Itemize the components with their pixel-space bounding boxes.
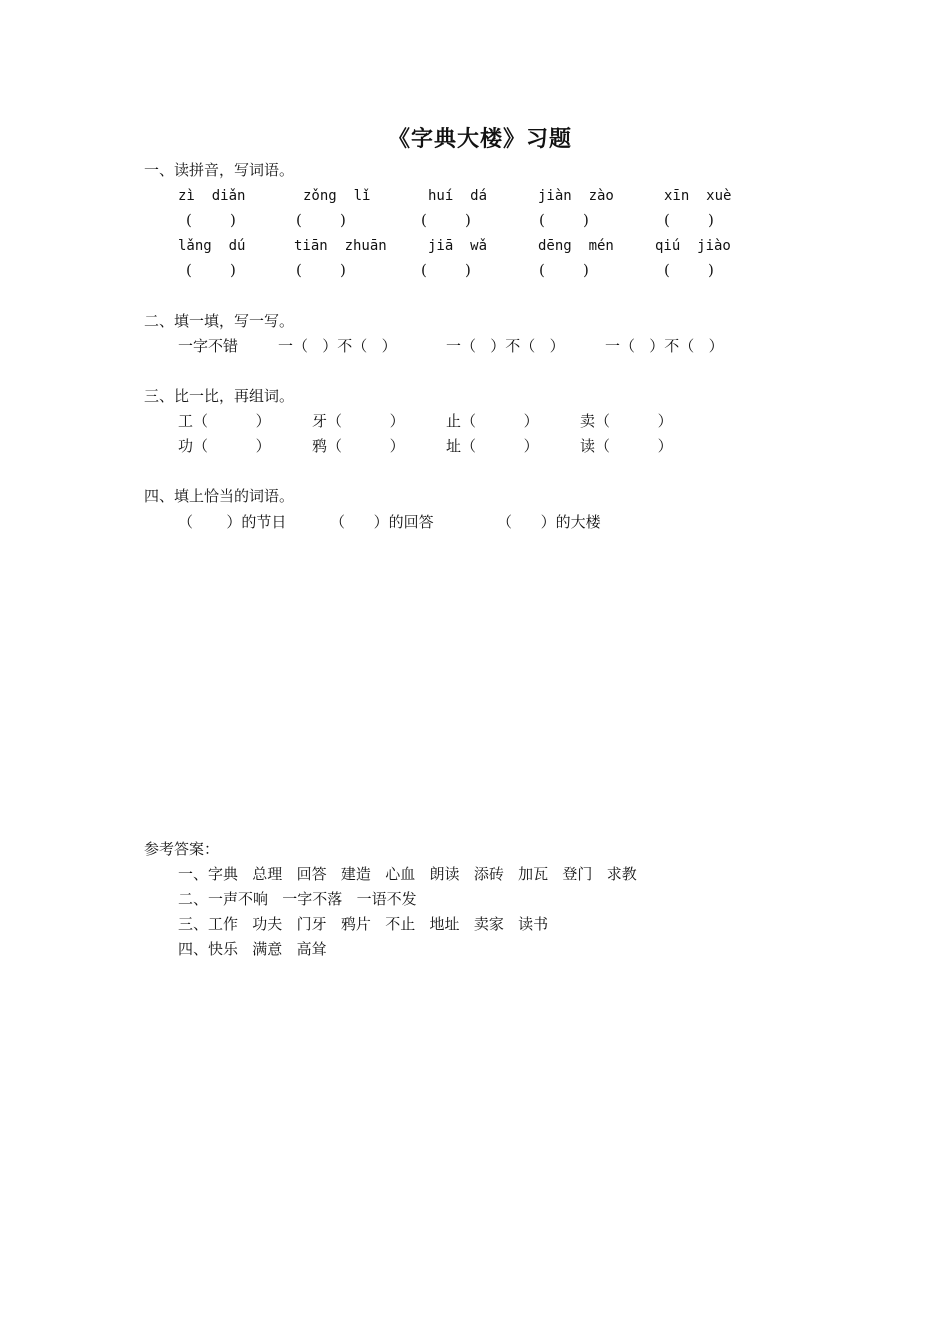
compare-item[interactable]: 址（ ） bbox=[446, 437, 539, 455]
pinyin-item: tiān zhuān bbox=[294, 238, 387, 254]
answers-heading: 参考答案： bbox=[144, 840, 220, 858]
pinyin-item: zì diǎn bbox=[178, 188, 246, 204]
answer-blank[interactable]: ( ) bbox=[186, 211, 236, 229]
answer-line: 四、快乐 满意 高耸 bbox=[178, 940, 327, 958]
section1-heading: 一、读拼音，写词语。 bbox=[144, 161, 295, 179]
section3-heading: 三、比一比，再组词。 bbox=[144, 387, 295, 405]
idiom-blank[interactable]: 一（ ）不（ ） bbox=[605, 337, 724, 355]
compare-item[interactable]: 读（ ） bbox=[580, 437, 673, 455]
pinyin-item: jiā wǎ bbox=[428, 238, 488, 254]
pinyin-item: lǎng dú bbox=[178, 238, 246, 254]
phrase-blank[interactable]: （ ）的节日 bbox=[178, 513, 287, 531]
answer-line: 一、字典 总理 回答 建造 心血 朗读 添砖 加瓦 登门 求教 bbox=[178, 865, 637, 883]
compare-item[interactable]: 卖（ ） bbox=[580, 412, 673, 430]
pinyin-item: dēng mén bbox=[538, 238, 614, 254]
phrase-blank[interactable]: （ ）的回答 bbox=[330, 513, 434, 531]
answer-blank[interactable]: ( ) bbox=[421, 261, 471, 279]
pinyin-item: zǒng lǐ bbox=[303, 188, 371, 204]
section4-heading: 四、填上恰当的词语。 bbox=[144, 487, 295, 505]
section2-heading: 二、填一填，写一写。 bbox=[144, 312, 295, 330]
compare-item[interactable]: 牙（ ） bbox=[312, 412, 405, 430]
answer-blank[interactable]: ( ) bbox=[664, 211, 714, 229]
page-title: 《字典大楼》习题 bbox=[387, 126, 572, 152]
idiom-blank[interactable]: 一（ ）不（ ） bbox=[446, 337, 565, 355]
answer-blank[interactable]: ( ) bbox=[539, 211, 589, 229]
answer-blank[interactable]: ( ) bbox=[186, 261, 236, 279]
compare-item[interactable]: 止（ ） bbox=[446, 412, 539, 430]
answer-blank[interactable]: ( ) bbox=[664, 261, 714, 279]
answer-blank[interactable]: ( ) bbox=[421, 211, 471, 229]
phrase-blank[interactable]: （ ）的大楼 bbox=[497, 513, 601, 531]
compare-item[interactable]: 工（ ） bbox=[178, 412, 271, 430]
compare-item[interactable]: 鸦（ ） bbox=[312, 437, 405, 455]
answer-blank[interactable]: ( ) bbox=[296, 261, 346, 279]
pinyin-item: qiú jiào bbox=[655, 238, 731, 254]
answer-line: 二、一声不响 一字不落 一语不发 bbox=[178, 890, 417, 908]
pinyin-item: huí dá bbox=[428, 188, 488, 204]
answer-line: 三、工作 功夫 门牙 鸦片 不止 地址 卖家 读书 bbox=[178, 915, 549, 933]
idiom-item: 一字不错 bbox=[178, 337, 239, 355]
compare-item[interactable]: 功（ ） bbox=[178, 437, 271, 455]
answer-blank[interactable]: ( ) bbox=[539, 261, 589, 279]
pinyin-item: xīn xuè bbox=[664, 188, 732, 204]
answer-blank[interactable]: ( ) bbox=[296, 211, 346, 229]
pinyin-item: jiàn zào bbox=[538, 188, 614, 204]
idiom-blank[interactable]: 一（ ）不（ ） bbox=[278, 337, 397, 355]
